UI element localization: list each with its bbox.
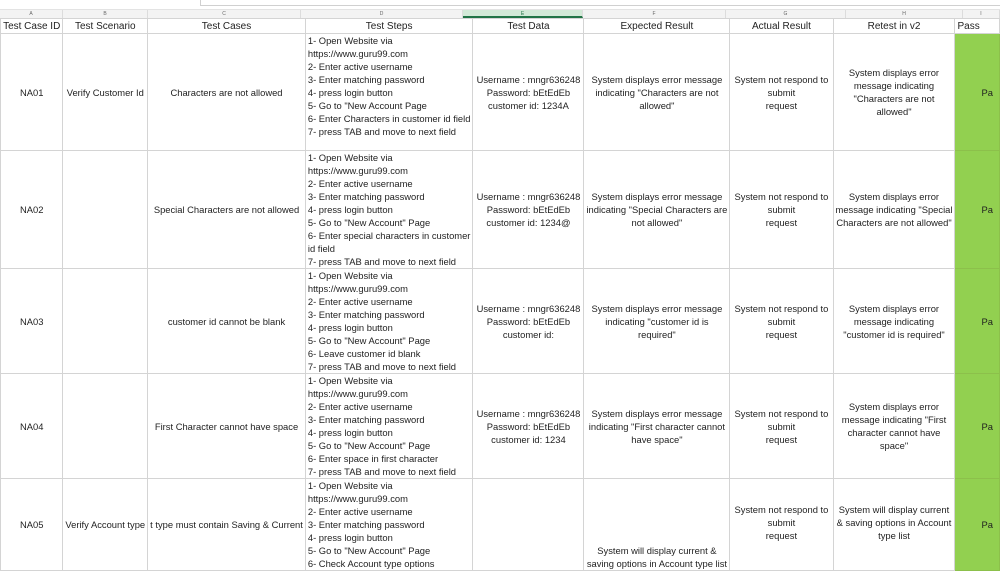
test-steps-cell[interactable] <box>305 34 473 151</box>
expected-result-cell-line: indicating "Characters are not <box>595 86 719 98</box>
retest-cell-line: message indicating <box>853 80 935 91</box>
test-steps-cell-line: https://www.guru99.com <box>307 165 408 176</box>
retest-cell-line: System displays error <box>848 67 940 78</box>
actual-result-cell-line: System not respond to <box>734 407 829 419</box>
test-scenario-cell[interactable]: Verify Account type <box>63 479 148 571</box>
pass-status-cell[interactable]: Pa <box>955 479 1000 571</box>
retest-cell[interactable] <box>833 479 955 571</box>
test-case-cell[interactable]: Special Characters are not allowed <box>148 151 306 269</box>
actual-result-cell-line: submit <box>767 420 796 432</box>
test-case-id-cell[interactable]: NA02 <box>1 151 63 269</box>
test-steps-cell-line: 2- Enter active username <box>307 296 413 307</box>
expected-result-cell-line: System displays error message <box>591 407 723 419</box>
pass-status-cell[interactable]: Pa <box>955 269 1000 374</box>
pass-status-cell[interactable]: Pa <box>955 374 1000 479</box>
test-steps-cell-line: 5- Go to "New Account Page <box>307 100 427 111</box>
test-case-cell[interactable]: First Character cannot have space <box>148 374 306 479</box>
header-cell[interactable]: Expected Result <box>584 19 730 34</box>
test-data-cell-line: Password: bEtEdEb <box>486 86 571 98</box>
test-steps-cell-line: 1- Open Website via <box>307 152 393 163</box>
expected-result-cell-line: have space" <box>631 433 683 445</box>
test-steps-cell[interactable] <box>305 269 473 374</box>
test-steps-cell-line: 1- Open Website via <box>307 480 393 491</box>
test-data-cell-line: Password: bEtEdEb <box>486 420 571 432</box>
actual-result-cell-line: request <box>765 530 798 541</box>
test-steps-cell[interactable] <box>305 479 473 571</box>
test-case-cell[interactable]: customer id cannot be blank <box>148 269 306 374</box>
actual-result-cell-line: System not respond to <box>734 73 829 85</box>
actual-result-cell-line: submit <box>767 517 796 528</box>
retest-cell-line: message indicating "Special <box>835 204 953 215</box>
retest-cell-line: allowed" <box>876 106 912 117</box>
retest-cell[interactable] <box>833 34 955 151</box>
retest-cell-line: message indicating <box>853 315 935 327</box>
column-letter-d[interactable]: D <box>301 10 463 18</box>
test-steps-cell-line: https://www.guru99.com <box>307 493 408 504</box>
expected-result-cell-line: not allowed" <box>631 217 683 228</box>
test-steps-cell-line: 7- press TAB and move to next field <box>307 466 457 477</box>
test-steps-cell-line: https://www.guru99.com <box>307 283 408 294</box>
retest-cell-line: character cannot have <box>847 427 941 438</box>
test-data-cell[interactable] <box>473 34 584 151</box>
test-steps-cell-line: 5- Go to "New Account" Page <box>307 440 431 451</box>
header-cell[interactable]: Test Data <box>473 19 584 34</box>
test-steps-cell-line: 4- press login button <box>307 204 393 215</box>
test-data-cell[interactable] <box>473 479 584 571</box>
retest-cell-line: & saving options in Account <box>836 517 952 528</box>
column-letter-c[interactable]: C <box>148 10 301 18</box>
column-letter-b[interactable]: B <box>63 10 148 18</box>
actual-result-cell-line: request <box>765 99 798 111</box>
formula-bar-edge <box>200 0 1000 6</box>
test-data-cell-line: Password: bEtEdEb <box>486 315 571 327</box>
actual-result-cell[interactable] <box>730 479 833 571</box>
actual-result-cell[interactable] <box>730 34 833 151</box>
expected-result-cell-line: allowed" <box>639 99 675 111</box>
expected-result-cell-line: System will display current & <box>597 545 717 556</box>
retest-cell-line: space" <box>879 440 909 451</box>
actual-result-cell[interactable] <box>730 151 833 269</box>
test-case-id-cell[interactable]: NA03 <box>1 269 63 374</box>
test-data-cell-line: Username : mngr636248 <box>476 191 581 202</box>
test-steps-cell-line: 2- Enter active username <box>307 61 413 72</box>
retest-cell[interactable] <box>833 374 955 479</box>
test-data-cell-line: Username : mngr636248 <box>476 73 581 85</box>
test-steps-cell-line: 4- press login button <box>307 322 393 333</box>
column-letter-e[interactable]: E <box>463 10 583 18</box>
test-data-cell-line: customer id: 1234A <box>488 99 569 111</box>
expected-result-cell-line: System displays error message <box>591 302 723 314</box>
table-row <box>1 479 1000 571</box>
expected-result-cell[interactable] <box>584 479 730 571</box>
test-steps-cell-line: 5- Go to "New Account" Page <box>307 545 431 556</box>
pass-status-cell[interactable]: Pa <box>955 151 1000 269</box>
test-steps-cell-line: 3- Enter matching password <box>307 309 425 320</box>
column-letter-f[interactable]: F <box>583 10 726 18</box>
test-steps-cell-line: 3- Enter matching password <box>307 414 425 425</box>
pass-status-cell[interactable]: Pa <box>955 34 1000 151</box>
actual-result-cell-line: request <box>765 328 798 340</box>
retest-cell-line: System displays error <box>848 401 940 412</box>
expected-result-cell-line: saving options in Account type list <box>586 558 727 569</box>
test-steps-cell[interactable] <box>305 374 473 479</box>
actual-result-cell-line: request <box>765 217 798 228</box>
actual-result-cell-line: System not respond to <box>734 302 829 314</box>
actual-result-cell-line: submit <box>767 86 796 98</box>
header-cell[interactable]: Retest in v2 <box>833 19 955 34</box>
test-steps-cell-line: 4- press login button <box>307 427 393 438</box>
test-steps-cell-line: 2- Enter active username <box>307 178 413 189</box>
test-data-cell-line: customer id: 1234 <box>491 433 566 445</box>
actual-result-cell-line: System not respond to <box>734 191 829 202</box>
header-cell[interactable]: Pass <box>955 19 1000 34</box>
test-scenario-cell[interactable] <box>63 374 148 479</box>
test-case-id-cell[interactable]: NA01 <box>1 34 63 151</box>
test-steps-cell-line: https://www.guru99.com <box>307 48 408 59</box>
test-data-cell[interactable] <box>473 374 584 479</box>
test-data-cell[interactable] <box>473 269 584 374</box>
test-steps-cell-line: 4- press login button <box>307 532 393 543</box>
actual-result-cell-line: submit <box>767 315 796 327</box>
retest-cell[interactable] <box>833 269 955 374</box>
retest-cell-line: type list <box>878 530 910 541</box>
test-steps-cell-line: id field <box>307 243 335 254</box>
test-case-id-cell[interactable]: NA04 <box>1 374 63 479</box>
retest-cell-line: System displays error <box>848 302 940 314</box>
expected-result-cell-line: System displays error message <box>591 73 723 85</box>
test-steps-cell-line: 5- Go to "New Account" Page <box>307 217 431 228</box>
retest-cell-line: Characters are not allowed" <box>836 217 952 228</box>
actual-result-cell-line: System not respond to <box>734 504 829 515</box>
test-steps-cell-line: 7- press TAB and move to next field <box>307 361 457 372</box>
test-steps-cell-line: 2- Enter active username <box>307 401 413 412</box>
expected-result-cell-line: System displays error message <box>591 191 723 202</box>
expected-result-cell[interactable] <box>584 34 730 151</box>
test-steps-cell-line: 5- Go to "New Account" Page <box>307 335 431 346</box>
test-case-id-cell[interactable]: NA05 <box>1 479 63 571</box>
table-row <box>1 374 1000 479</box>
test-steps-cell-line: 6- Leave customer id blank <box>307 348 421 359</box>
expected-result-cell-line: indicating "First character cannot <box>588 420 725 432</box>
test-case-cell[interactable]: Characters are not allowed <box>148 34 306 151</box>
retest-cell-line: "customer id is required" <box>843 328 945 340</box>
header-cell[interactable]: Test Steps <box>305 19 473 34</box>
table-row <box>1 269 1000 374</box>
header-row <box>1 19 1000 34</box>
header-cell[interactable]: Actual Result <box>730 19 833 34</box>
test-steps-cell-line: 1- Open Website via <box>307 35 393 46</box>
test-steps-cell-line: 7- press TAB and move to next field <box>307 256 457 267</box>
column-letter-h[interactable]: H <box>846 10 963 18</box>
test-steps-cell-line: 7- press TAB and move to next field <box>307 126 457 137</box>
test-steps-cell-line: 6- Enter Characters in customer id field <box>307 113 471 124</box>
test-data-cell-line: Username : mngr636248 <box>476 302 581 314</box>
test-steps-cell-line: 3- Enter matching password <box>307 191 425 202</box>
actual-result-cell[interactable] <box>730 374 833 479</box>
actual-result-cell-line: submit <box>767 204 796 215</box>
expected-result-cell[interactable] <box>584 151 730 269</box>
test-case-table <box>0 18 1000 571</box>
test-scenario-cell[interactable]: Verify Customer Id <box>63 34 148 151</box>
expected-result-cell-line: indicating "Special Characters are <box>586 204 728 215</box>
table-row <box>1 34 1000 151</box>
retest-cell-line: System will display current <box>838 504 950 515</box>
header-cell[interactable]: Test Cases <box>148 19 306 34</box>
retest-cell-line: System displays error <box>848 191 940 202</box>
column-letter-g[interactable]: G <box>726 10 846 18</box>
test-data-cell-line: Password: bEtEdEb <box>486 204 571 215</box>
test-scenario-cell[interactable] <box>63 151 148 269</box>
test-data-cell-line: customer id: <box>502 328 554 340</box>
retest-cell-line: message indicating "First <box>841 414 947 425</box>
test-steps-cell-line: 1- Open Website via <box>307 270 393 281</box>
test-data-cell-line: Username : mngr636248 <box>476 407 581 419</box>
test-steps-cell-line: 6- Enter special characters in customer <box>307 230 471 241</box>
expected-result-cell[interactable] <box>584 374 730 479</box>
header-cell[interactable]: Test Case ID <box>1 19 63 34</box>
test-data-cell-line: customer id: 1234@ <box>486 217 571 228</box>
test-case-cell[interactable]: t type must contain Saving & Current <box>148 479 306 571</box>
expected-result-cell[interactable] <box>584 269 730 374</box>
header-cell[interactable]: Test Scenario <box>63 19 148 34</box>
test-data-cell[interactable] <box>473 151 584 269</box>
actual-result-cell-line: request <box>765 433 798 445</box>
test-steps-cell-line: 4- press login button <box>307 87 393 98</box>
expected-result-cell-line: required" <box>638 328 676 340</box>
test-steps-cell-line: 2- Enter active username <box>307 506 413 517</box>
table-row <box>1 151 1000 269</box>
retest-cell[interactable] <box>833 151 955 269</box>
test-steps-cell[interactable] <box>305 151 473 269</box>
test-steps-cell-line: 6- Enter space in first character <box>307 453 439 464</box>
test-steps-cell-line: 6- Check Account type options <box>307 558 435 569</box>
retest-cell-line: "Characters are not <box>853 93 935 104</box>
expected-result-cell-line: indicating "customer id is <box>605 315 709 327</box>
column-letter-a[interactable]: A <box>0 10 63 18</box>
test-scenario-cell[interactable] <box>63 269 148 374</box>
column-letter-i[interactable]: I <box>963 10 1000 18</box>
test-steps-cell-line: 1- Open Website via <box>307 375 393 386</box>
test-steps-cell-line: 3- Enter matching password <box>307 519 425 530</box>
test-steps-cell-line: 3- Enter matching password <box>307 74 425 85</box>
actual-result-cell[interactable] <box>730 269 833 374</box>
test-steps-cell-line: https://www.guru99.com <box>307 388 408 399</box>
